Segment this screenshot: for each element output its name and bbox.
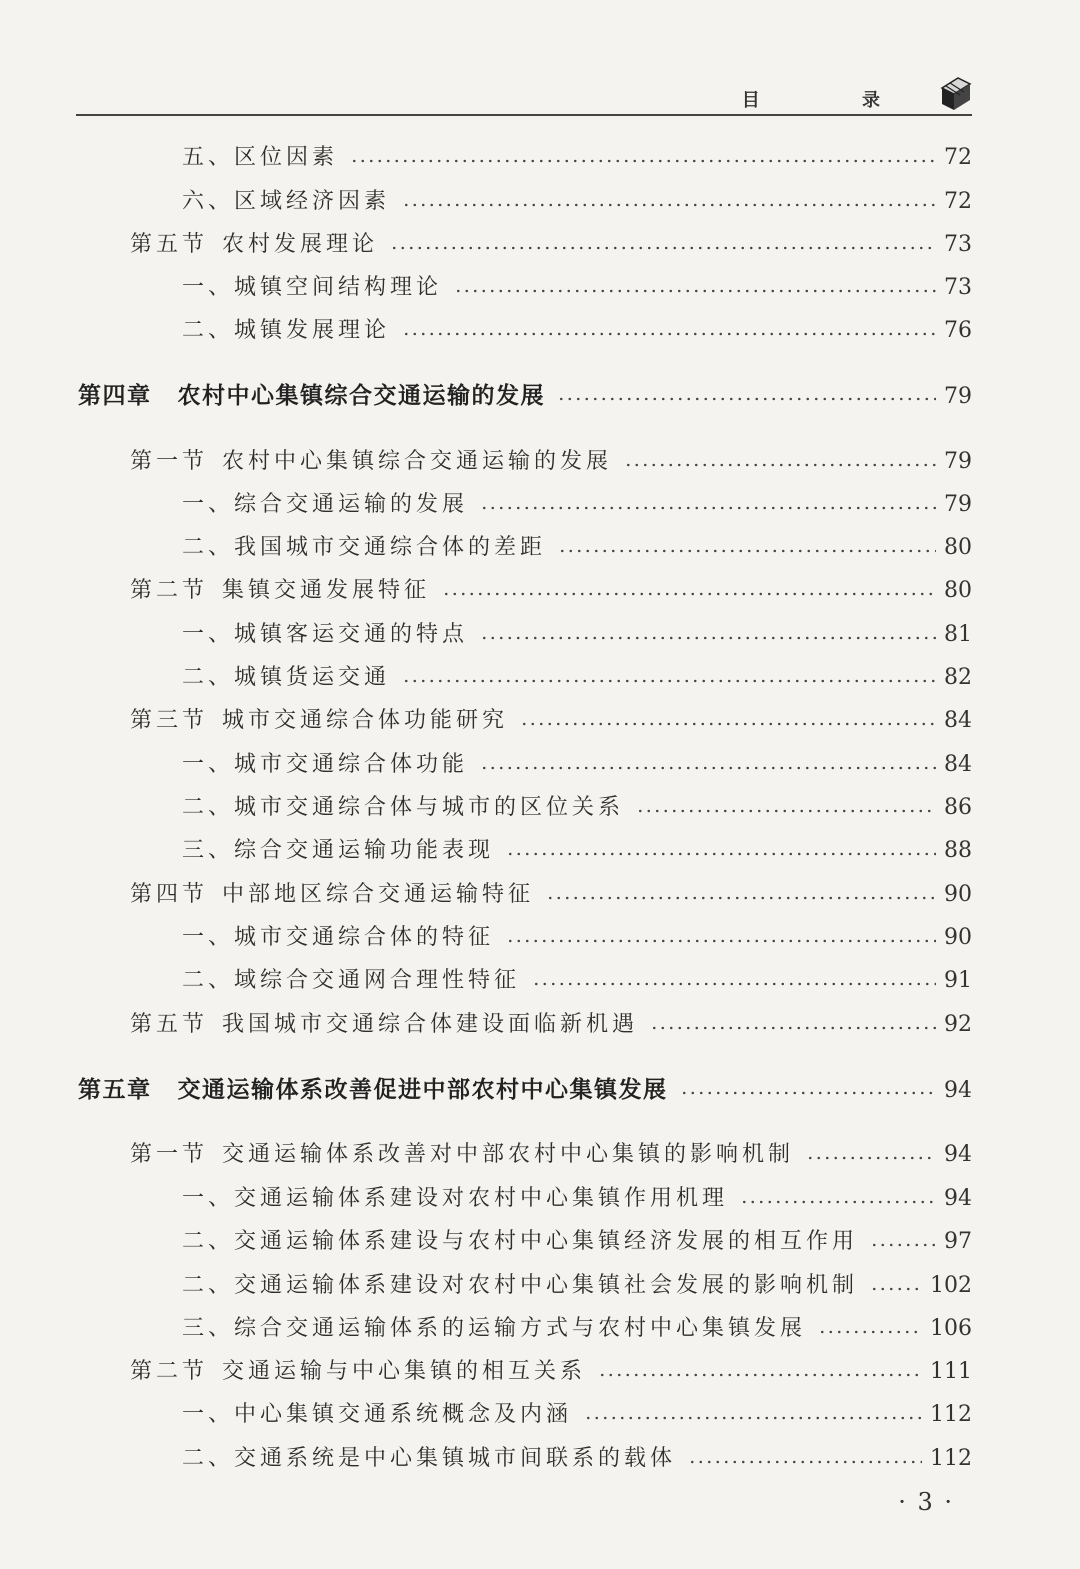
toc-entry-label [182,532,546,564]
toc-section-entry[interactable] [130,575,972,607]
toc-entry-number: 第四章 [78,383,152,409]
toc-entry-title: 中部地区综合交通运输特征 [222,882,535,907]
toc-page-number: 79 [944,384,972,409]
toc-entry-label [130,1009,638,1041]
dot-leader [402,679,936,683]
toc-section-entry[interactable] [130,446,972,478]
toc-page-number: 86 [944,795,972,820]
toc-entry-number: 一、 [182,1402,235,1427]
toc-entry-number: 一、 [182,1186,235,1211]
header-rule [76,114,972,116]
toc-entry-title: 中心集镇交通系统概念及内涵 [234,1402,573,1427]
toc-entry-title: 农村发展理论 [222,232,379,257]
toc-entry-title: 交通系统是中心集镇城市间联系的载体 [234,1446,677,1471]
toc-entry-label [182,1270,858,1302]
toc-entry-number: 第五节 [130,1012,209,1037]
toc-page-number: 80 [944,535,972,560]
toc-entry-number: 二、 [182,1446,235,1471]
toc-entry-title: 区位因素 [234,145,339,170]
toc-entry-number: 二、 [182,1229,235,1254]
dot-leader [546,896,936,900]
toc-entry-title: 城镇空间结构理论 [234,275,443,300]
page-number: · 3 · [898,1488,954,1516]
toc-entry-label [182,186,390,218]
dot-leader [558,549,936,553]
toc-page-number: 90 [944,925,972,950]
toc-entry-number: 三、 [182,1316,235,1341]
toc-entry-number: 二、 [182,795,235,820]
toc-entry-title: 城镇发展理论 [234,318,391,343]
toc-section-entry[interactable] [130,1356,972,1388]
toc-page-number: 80 [944,578,972,603]
toc-page-number: 92 [944,1012,972,1037]
toc-section-entry[interactable] [130,1009,972,1041]
toc-entry-title: 城市交通综合体的特征 [234,925,495,950]
dot-leader [680,1091,937,1095]
toc-page-number: 73 [944,232,972,257]
dot-leader [350,159,936,163]
toc-page-number: 112 [930,1402,972,1427]
toc-entry-number: 六、 [182,189,235,214]
toc-entry-label [182,1226,858,1258]
toc-entry-label [182,272,442,304]
dot-leader [520,722,936,726]
toc-entry-number: 第四节 [130,882,209,907]
toc-page-number: 91 [944,968,972,993]
toc-subsection-entry[interactable] [182,922,972,954]
toc-entry-label [182,749,468,781]
toc-entry-title: 城镇货运交通 [234,665,391,690]
toc-page-number: 102 [930,1273,972,1298]
toc-page-number: 84 [944,752,972,777]
toc-page-number: 88 [944,838,972,863]
toc-subsection-entry[interactable] [182,749,972,781]
toc-entry-title: 农村中心集镇综合交通运输的发展 [177,383,545,409]
toc-entry-title: 综合交通运输的发展 [234,492,469,517]
dot-leader [390,246,936,250]
toc-entry-number: 第五章 [78,1077,152,1103]
dot-leader [402,203,936,207]
toc-entry-label [130,1139,794,1171]
toc-page-number: 84 [944,708,972,733]
toc-entry-title: 交通运输体系改善对中部农村中心集镇的影响机制 [222,1142,795,1167]
dot-leader [402,332,936,336]
toc-page-number: 94 [944,1078,972,1103]
toc-page-number: 111 [930,1359,972,1384]
dot-leader [506,852,936,856]
toc-subsection-entry[interactable] [182,532,972,564]
toc-section-entry[interactable] [130,705,972,737]
toc-subsection-entry[interactable] [182,315,972,347]
toc-subsection-entry[interactable] [182,619,972,651]
toc-entry-number: 第三节 [130,708,209,733]
dot-leader [480,506,936,510]
toc-subsection-entry[interactable] [182,662,972,694]
toc-entry-label [182,489,468,521]
toc-page-number: 72 [944,145,972,170]
toc-entry-label [182,792,624,824]
dot-leader [870,1287,922,1291]
toc-entry-label [130,879,534,911]
toc-page-number: 94 [944,1186,972,1211]
toc-entry-label [78,1074,668,1106]
toc-page-number: 79 [944,492,972,517]
toc-entry-number: 三、 [182,838,235,863]
dot-leader [598,1373,922,1377]
toc-entry-label [182,619,468,651]
toc-entry-title: 我国城市交通综合体建设面临新机遇 [222,1012,639,1037]
dot-leader [480,636,936,640]
toc-entry-number: 五、 [182,145,235,170]
toc-entry-label [78,380,545,412]
dot-leader [557,397,936,401]
toc-subsection-entry[interactable] [182,142,972,174]
toc-entry-title: 交通运输体系建设对农村中心集镇社会发展的影响机制 [234,1273,859,1298]
dot-leader [636,809,936,813]
toc-entry-number: 一、 [182,622,235,647]
book-icon [940,74,972,112]
dot-leader [442,592,936,596]
toc-section-entry[interactable] [130,229,972,261]
toc-entry-title: 交通运输体系改善促进中部农村中心集镇发展 [177,1077,668,1103]
toc-page-number: 106 [930,1316,972,1341]
toc-entry-number: 第二节 [130,1359,209,1384]
toc-entry-number: 一、 [182,925,235,950]
toc-entry-number: 二、 [182,665,235,690]
header-title: 目 录 [741,90,928,111]
toc-entry-title: 综合交通运输功能表现 [234,838,495,863]
toc-entry-number: 二、 [182,318,235,343]
toc-entry-title: 城镇客运交通的特点 [234,622,469,647]
toc-subsection-entry[interactable] [182,1313,972,1345]
toc-entry-label [182,1183,728,1215]
toc-page-number: 72 [944,189,972,214]
dot-leader [740,1200,936,1204]
dot-leader [818,1330,922,1334]
toc-chapter-entry[interactable] [78,380,972,412]
toc-subsection-entry[interactable] [182,1399,972,1431]
toc-entry-label [130,575,430,607]
toc-entry-title: 城市交通综合体功能 [234,752,469,777]
toc-entry-label [182,142,338,174]
running-header [76,74,972,118]
toc-entry-label [182,1443,676,1475]
toc-page-number: 76 [944,318,972,343]
toc-entry-title: 农村中心集镇综合交通运输的发展 [222,449,613,474]
toc-entry-label [182,922,494,954]
toc-entry-title: 交通运输体系建设与农村中心集镇经济发展的相互作用 [234,1229,859,1254]
dot-leader [584,1416,922,1420]
toc-page-number: 112 [930,1446,972,1471]
dot-leader [688,1460,922,1464]
toc-entry-label [182,835,494,867]
dot-leader [480,766,936,770]
toc-subsection-entry[interactable] [182,835,972,867]
toc-entry-label [130,446,612,478]
dot-leader [650,1026,936,1030]
toc-entry-number: 二、 [182,1273,235,1298]
dot-leader [806,1156,936,1160]
toc-subsection-entry[interactable] [182,489,972,521]
dot-leader [506,939,936,943]
toc-entry-title: 区域经济因素 [234,189,391,214]
toc-subsection-entry[interactable] [182,1226,972,1258]
toc-entry-number: 二、 [182,968,235,993]
toc-entry-title: 综合交通运输体系的运输方式与农村中心集镇发展 [234,1316,807,1341]
toc-entry-number: 一、 [182,492,235,517]
toc-entry-title: 我国城市交通综合体的差距 [234,535,547,560]
toc-entry-title: 域综合交通网合理性特征 [234,968,521,993]
toc-chapter-entry[interactable] [78,1074,972,1106]
toc-page-number: 82 [944,665,972,690]
toc-entry-number: 第五节 [130,232,209,257]
toc-page-number: 90 [944,882,972,907]
toc-entry-label [182,662,390,694]
toc-entry-number: 第一节 [130,1142,209,1167]
toc-entry-number: 二、 [182,535,235,560]
toc-page-number: 97 [944,1229,972,1254]
toc-entry-label [182,1313,806,1345]
toc-page-number: 94 [944,1142,972,1167]
toc-entry-label [182,965,520,997]
dot-leader [532,982,936,986]
toc-entry-title: 交通运输与中心集镇的相互关系 [222,1359,587,1384]
toc-entry-number: 一、 [182,275,235,300]
toc-entry-title: 城市交通综合体功能研究 [222,708,509,733]
toc-entry-title: 城市交通综合体与城市的区位关系 [234,795,625,820]
toc-entry-label [130,705,508,737]
toc-entry-number: 第一节 [130,449,209,474]
toc-entry-number: 一、 [182,752,235,777]
toc-page-number: 81 [944,622,972,647]
toc-entry-label [130,1356,586,1388]
dot-leader [870,1243,936,1247]
toc-subsection-entry[interactable] [182,1183,972,1215]
toc-section-entry[interactable] [130,879,972,911]
toc-entry-label [182,1399,572,1431]
toc-subsection-entry[interactable] [182,186,972,218]
toc-section-entry[interactable] [130,1139,972,1171]
dot-leader [454,289,936,293]
toc-subsection-entry[interactable] [182,272,972,304]
toc-page-number: 79 [944,449,972,474]
toc-entry-title: 集镇交通发展特征 [222,578,431,603]
toc-subsection-entry[interactable] [182,1270,972,1302]
toc-entry-label [182,315,390,347]
toc-entry-number: 第二节 [130,578,209,603]
toc-subsection-entry[interactable] [182,1443,972,1475]
toc-page-number: 73 [944,275,972,300]
toc-entry-title: 交通运输体系建设对农村中心集镇作用机理 [234,1186,729,1211]
toc-subsection-entry[interactable] [182,792,972,824]
toc-subsection-entry[interactable] [182,965,972,997]
dot-leader [624,463,936,467]
toc-entry-label [130,229,378,261]
